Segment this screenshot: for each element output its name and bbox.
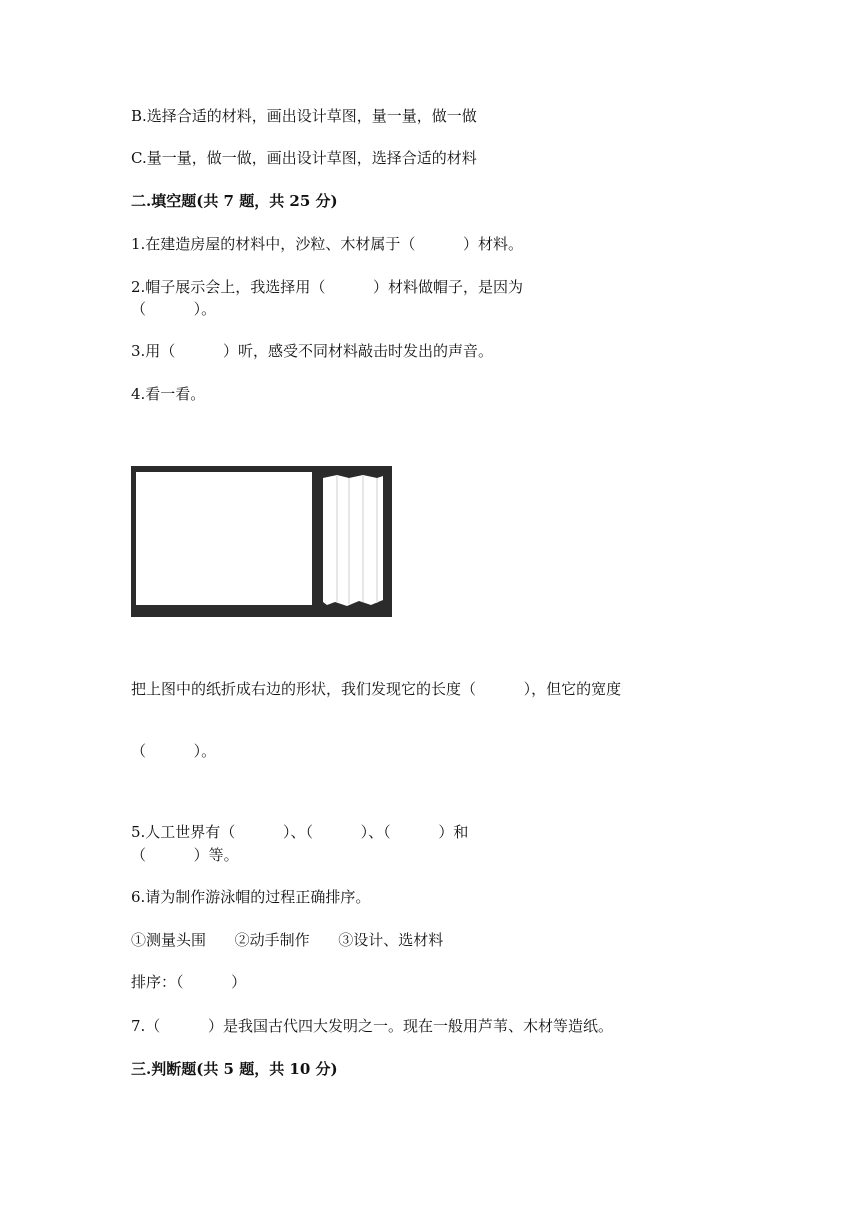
- question-2-line-1: 2.帽子展示会上，我选择用（ ）材料做帽子，是因为: [131, 278, 523, 296]
- question-5-line-2: （ ）等。: [131, 846, 239, 864]
- question-7: 7.（ ）是我国古代四大发明之一。现在一般用芦苇、木材等造纸。: [131, 1017, 613, 1035]
- question-6-order: 排序：（ ）: [131, 973, 247, 991]
- paper-folding-figure: [131, 466, 392, 617]
- question-4-text-line-2: （ ）。: [131, 742, 217, 760]
- question-2-line-2: （ ）。: [131, 300, 217, 318]
- option-b: B.选择合适的材料，画出设计草图，量一量，做一做: [131, 107, 477, 125]
- section-heading-fill-blank: 二.填空题(共 7 题，共 25 分): [131, 192, 338, 210]
- folded-paper: [323, 475, 383, 606]
- question-4: 4.看一看。: [131, 385, 206, 403]
- question-1: 1.在建造房屋的材料中，沙粒、木材属于（ ）材料。: [131, 235, 523, 253]
- question-6: 6.请为制作游泳帽的过程正确排序。: [131, 888, 371, 906]
- paper-folding-image: [131, 466, 392, 617]
- flat-paper: [136, 472, 312, 605]
- question-6-items: ①测量头围 ②动手制作 ③设计、选材料: [131, 931, 444, 949]
- question-3: 3.用（ ）听，感受不同材料敲击时发出的声音。: [131, 342, 493, 360]
- question-5-line-1: 5.人工世界有（ ）、（ ）、（ ）和: [131, 823, 469, 841]
- question-4-text-line-1: 把上图中的纸折成右边的形状，我们发现它的长度（ ），但它的宽度: [131, 680, 622, 698]
- option-c: C.量一量，做一做，画出设计草图，选择合适的材料: [131, 149, 477, 167]
- section-heading-true-false: 三.判断题(共 5 题，共 10 分): [131, 1060, 338, 1078]
